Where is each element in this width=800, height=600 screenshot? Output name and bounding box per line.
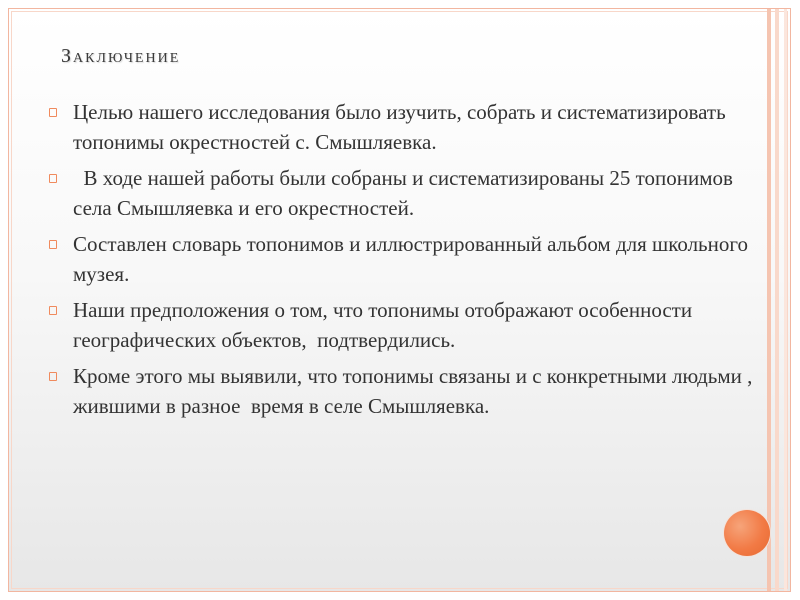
bullet-text: В ходе нашей работы были собраны и систематизированы 25 топонимов села Смышляевка и его окрестностей. [73,166,739,220]
square-bullet-icon [49,240,57,249]
bullet-item [45,229,773,289]
bullet-item [45,97,773,157]
orange-circle-icon [724,510,770,556]
bullet-text: Целью нашего исследования было изучить, собрать и систематизировать топонимы окрестностей с. Смышляевка. [73,100,726,154]
right-decor-stripe [784,9,787,591]
square-bullet-icon [49,372,57,381]
bullet-text: Кроме этого мы выявили, что топонимы связаны и с конкретными людьми , жившими в разное время в селе Смышляевка. [73,364,758,418]
slide-frame [8,8,791,592]
bullet-item [45,361,773,421]
bullet-text: Наши предположения о том, что топонимы отображают особенности географических объектов, подтвердились. [73,298,698,352]
square-bullet-icon [49,174,57,183]
bullet-item [45,295,773,355]
right-decor-stripe [775,9,779,591]
slide-title: Заключение [61,45,181,67]
bullet-text: Составлен словарь топонимов и иллюстрированный альбом для школьного музея. [73,232,748,286]
square-bullet-icon [49,306,57,315]
bullet-list [45,97,773,427]
bullet-item [45,163,773,223]
square-bullet-icon [49,108,57,117]
